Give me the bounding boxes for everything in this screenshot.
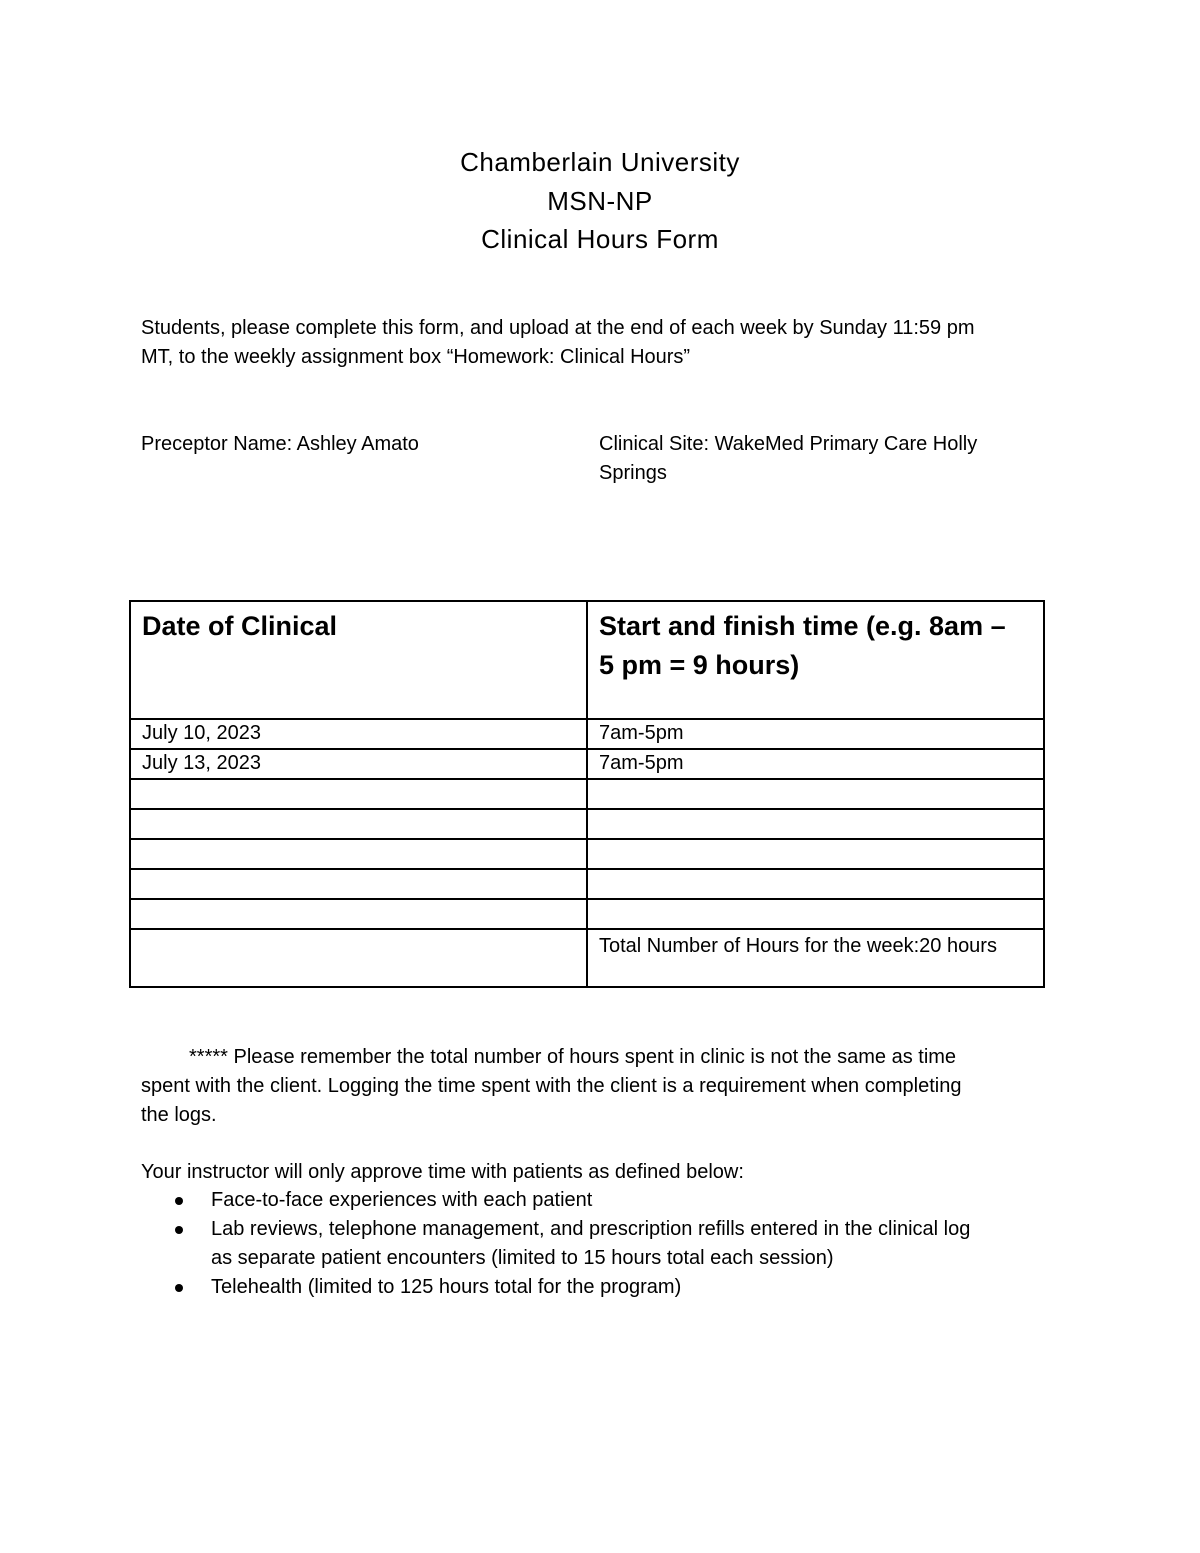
- date-column-header: Date of Clinical: [130, 601, 587, 719]
- date-cell[interactable]: July 10, 2023: [130, 719, 587, 749]
- clinical-site-line: Clinical Site: WakeMed Primary Care Holly: [599, 433, 978, 455]
- table-row: [130, 779, 1044, 809]
- reminder-line: the logs.: [141, 1104, 217, 1126]
- clinical-site: [599, 430, 977, 488]
- time-cell[interactable]: [587, 899, 1044, 929]
- bullet-icon: [175, 1226, 183, 1234]
- form-title: Clinical Hours Form: [481, 224, 719, 254]
- program-name: MSN-NP: [547, 186, 653, 216]
- date-cell[interactable]: [130, 899, 587, 929]
- time-column-header-line: 5 pm = 9 hours): [599, 650, 800, 680]
- date-cell[interactable]: July 13, 2023: [130, 749, 587, 779]
- list-item-text: Face-to-face experiences with each patient: [211, 1189, 593, 1211]
- table-row: [130, 749, 1044, 779]
- bullet-icon: [175, 1197, 183, 1205]
- approval-list: [141, 1186, 1061, 1302]
- instructions: [141, 314, 975, 372]
- total-empty-cell: [130, 929, 587, 987]
- table-row: [130, 839, 1044, 869]
- time-column-header: [587, 601, 1044, 719]
- reminder-line: ***** Please remember the total number of hours spent in clinic is not the same as time: [189, 1046, 957, 1068]
- list-item: [141, 1186, 1061, 1215]
- instructions-line: Students, please complete this form, and upload at the end of each week by Sunday 11:59 pm: [141, 317, 975, 339]
- total-row: [130, 929, 1044, 987]
- table-row: [130, 719, 1044, 749]
- time-cell[interactable]: 7am-5pm: [587, 719, 1044, 749]
- time-cell[interactable]: [587, 839, 1044, 869]
- clinical-hours-table: [129, 600, 1045, 988]
- list-item: [141, 1273, 1061, 1302]
- time-cell[interactable]: 7am-5pm: [587, 749, 1044, 779]
- table-header-row: [130, 601, 1044, 719]
- time-column-header-line: Start and finish time (e.g. 8am –: [599, 611, 1006, 641]
- list-item-text: as separate patient encounters (limited to 15 hours total each session): [211, 1247, 834, 1269]
- date-cell[interactable]: [130, 869, 587, 899]
- clinical-site-line: Springs: [599, 462, 667, 484]
- reminder-note: [141, 1043, 1061, 1130]
- university-name: Chamberlain University: [460, 147, 740, 177]
- total-hours-cell[interactable]: Total Number of Hours for the week:20 hours: [587, 929, 1044, 987]
- table-row: [130, 869, 1044, 899]
- list-item-text: Telehealth (limited to 125 hours total for the program): [211, 1276, 682, 1298]
- bullet-icon: [175, 1284, 183, 1292]
- date-cell[interactable]: [130, 839, 587, 869]
- time-cell[interactable]: [587, 779, 1044, 809]
- time-cell[interactable]: [587, 869, 1044, 899]
- reminder-line: spent with the client. Logging the time spent with the client is a requirement when completing: [141, 1075, 962, 1097]
- list-item: [141, 1215, 1061, 1273]
- list-item-text: Lab reviews, telephone management, and prescription refills entered in the clinical log: [211, 1218, 971, 1240]
- date-cell[interactable]: [130, 779, 587, 809]
- time-cell[interactable]: [587, 809, 1044, 839]
- approval-intro: Your instructor will only approve time with patients as defined below:: [141, 1161, 744, 1183]
- instructions-line: MT, to the weekly assignment box “Homework: Clinical Hours”: [141, 346, 691, 368]
- preceptor-name: Preceptor Name: Ashley Amato: [141, 433, 419, 455]
- table-row: [130, 899, 1044, 929]
- table-row: [130, 809, 1044, 839]
- date-cell[interactable]: [130, 809, 587, 839]
